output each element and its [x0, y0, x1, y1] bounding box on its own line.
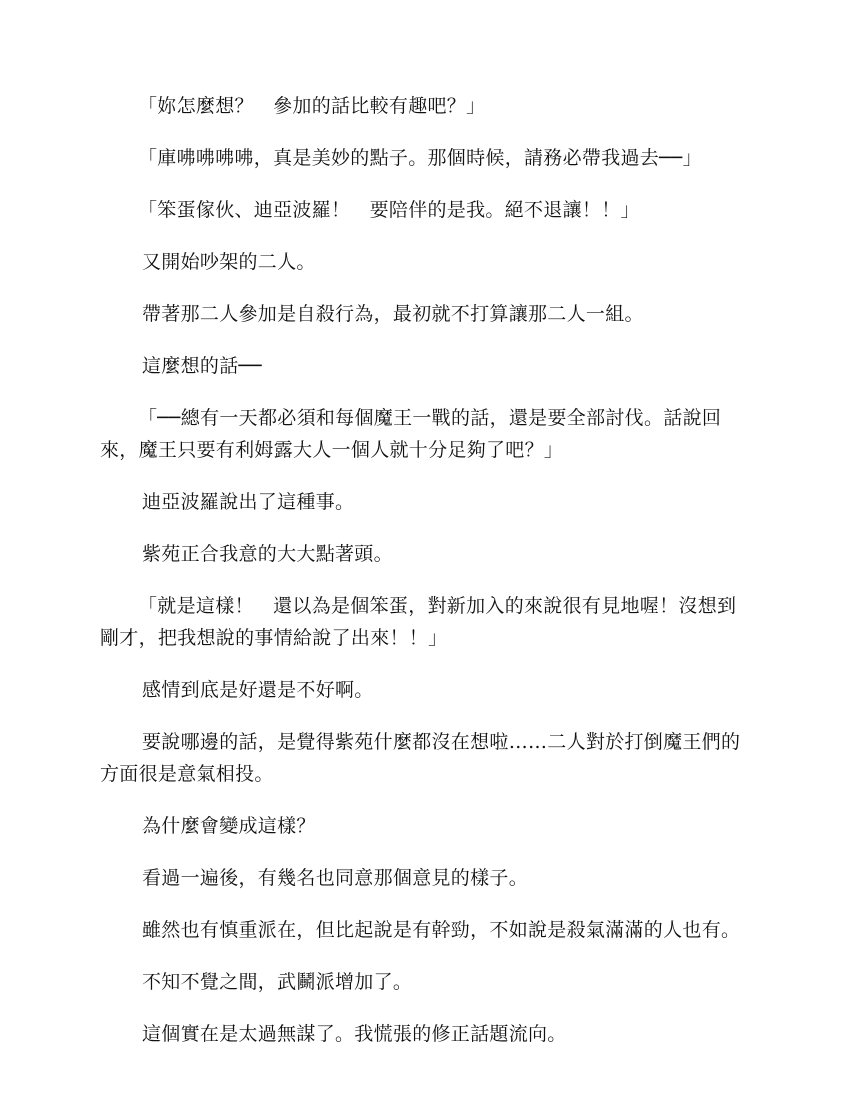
- paragraph: 「笨蛋傢伙、迪亞波羅！ 要陪伴的是我。絕不退讓！！」: [138, 199, 640, 221]
- paragraph: 紫苑正合我意的大大點著頭。: [142, 543, 393, 565]
- paragraph: 「庫咈咈咈咈，真是美妙的點子。那個時候，請務必帶我過去──」: [138, 147, 702, 169]
- paragraph: 又開始吵架的二人。: [142, 251, 316, 273]
- paragraph: 「──總有一天都必須和每個魔王一戰的話，還是要全部討伐。話說回來，魔王只要有利姆露大人一個人就十分足夠了吧？」: [100, 407, 722, 461]
- paragraph: 為什麼會變成這樣？: [142, 815, 316, 837]
- paragraph: 「妳怎麼想？ 參加的話比較有趣吧？」: [138, 95, 486, 117]
- paragraph: 帶著那二人參加是自殺行為，最初就不打算讓那二人一組。: [142, 303, 644, 325]
- document-body: [100, 90, 750, 1070]
- paragraph: 這麼想的話──: [142, 355, 262, 377]
- paragraph: 這個實在是太過無謀了。我慌張的修正話題流向。: [142, 1023, 567, 1045]
- paragraph: 迪亞波羅說出了這種事。: [142, 491, 355, 513]
- paragraph: 看過一遍後，有幾名也同意那個意見的樣子。: [142, 867, 529, 889]
- paragraph: 不知不覺之間，武鬭派增加了。: [142, 971, 413, 993]
- paragraph: 雖然也有慎重派在，但比起說是有幹勁，不如說是殺氣滿滿的人也有。: [142, 919, 741, 941]
- paragraph: 要說哪邊的話，是覺得紫苑什麼都沒在想啦……二人對於打倒魔王們的方面很是意氣相投。: [100, 731, 741, 785]
- paragraph: 感情到底是好還是不好啊。: [142, 679, 374, 701]
- paragraph: 「就是這樣！ 還以為是個笨蛋，對新加入的來說很有見地喔！沒想到剛才，把我想說的事情給說了出來！！」: [100, 595, 737, 649]
